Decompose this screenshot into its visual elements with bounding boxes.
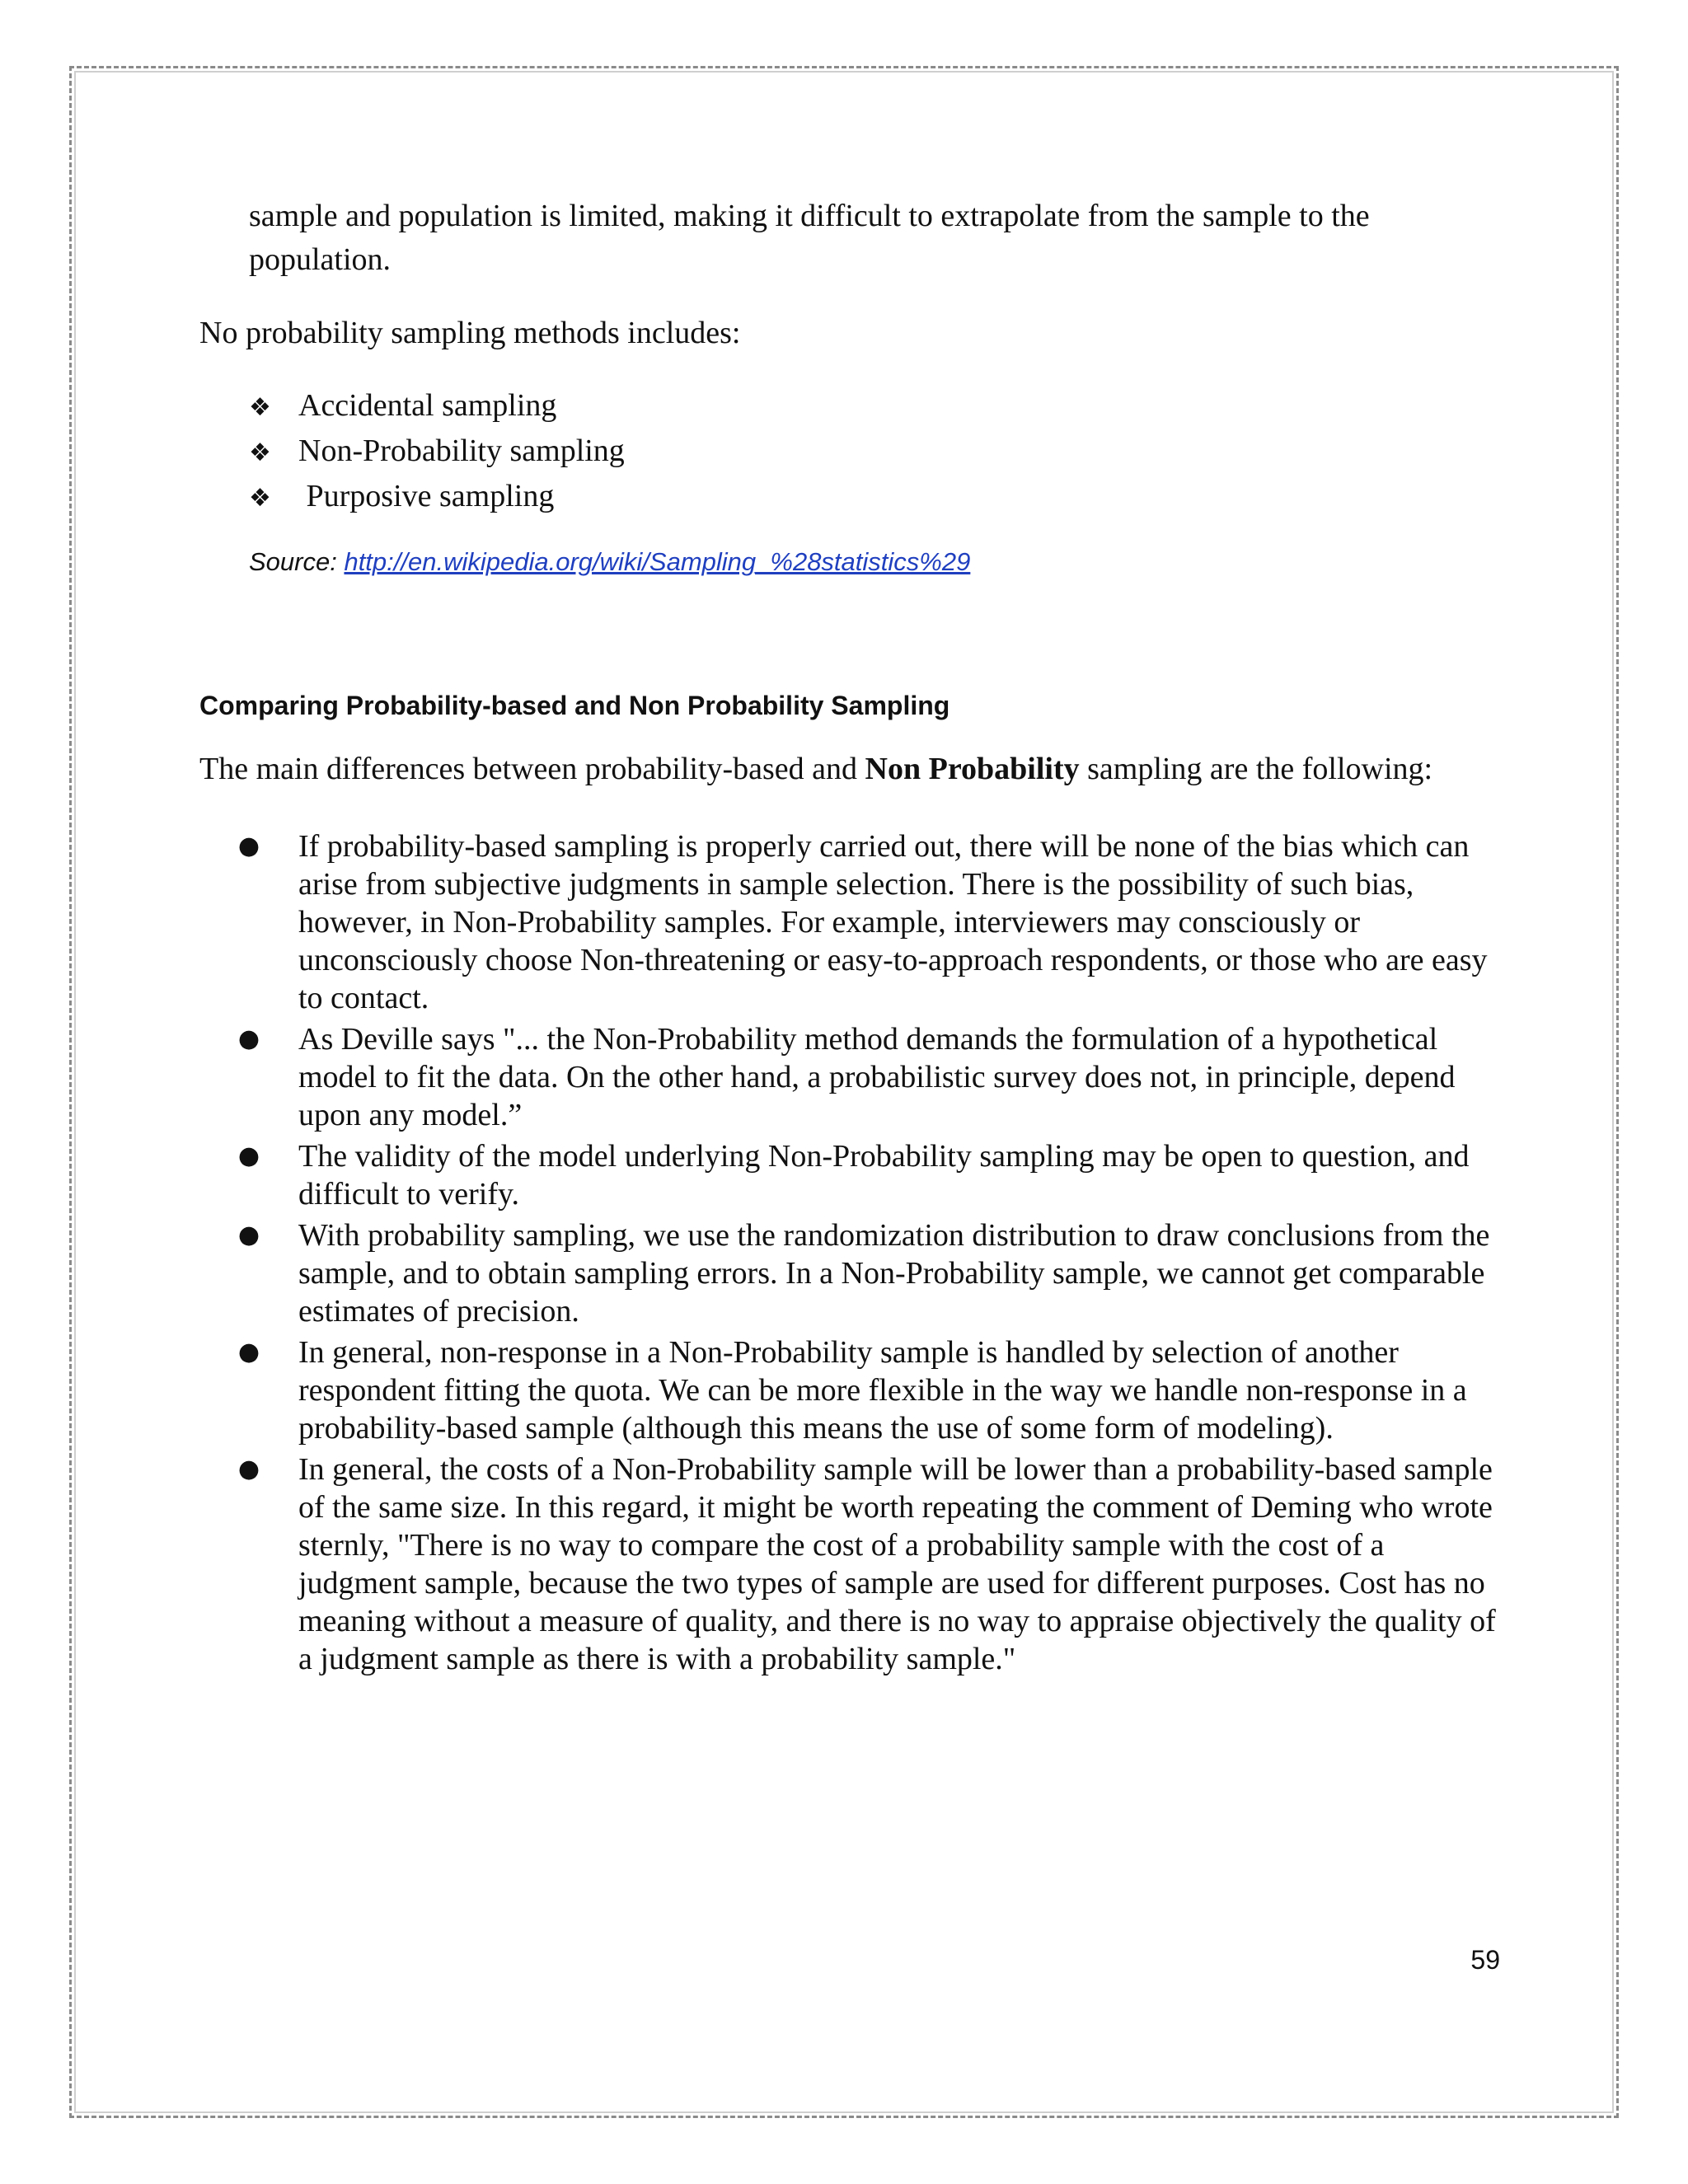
- list-item: [249, 384, 625, 429]
- methods-intro: No probability sampling methods includes:: [199, 316, 741, 350]
- list-item: [199, 1333, 1502, 1447]
- source-link[interactable]: http://en.wikipedia.org/wiki/Sampling_%28statistics%29: [344, 547, 971, 576]
- difference-text: With probability sampling, we use the randomization distribution to draw conclusions from the sample, and to obtain sampling errors. In a Non-Probability sample, we cannot get comparable estimates of precision.: [298, 1218, 1490, 1329]
- intro-text-before: The main differences between probability-based and: [199, 752, 865, 786]
- differences-intro: [199, 750, 1485, 788]
- page-number: 59: [1470, 1945, 1500, 1975]
- round-bullet-icon: ●: [237, 1338, 260, 1366]
- source-citation: [249, 544, 970, 580]
- difference-text: The validity of the model underlying Non-Probability sampling may be open to question, and difficult to verify.: [298, 1139, 1470, 1212]
- differences-list: [199, 827, 1502, 1681]
- difference-text: In general, non-response in a Non-Probability sample is handled by selection of another respondent fitting the quota. We can be more flexible in the way we handle non-response in a probability-based sample (although this means the use of some form of modeling).: [298, 1335, 1467, 1446]
- source-label: Source:: [249, 547, 345, 576]
- methods-list: [249, 384, 625, 520]
- section-heading: Comparing Probability-based and Non Probability Sampling: [199, 691, 950, 720]
- diamond-bullet-icon: ❖: [249, 438, 271, 467]
- list-item: [249, 475, 625, 520]
- round-bullet-icon: ●: [237, 1141, 260, 1170]
- intro-text-bold: Non Probability: [865, 752, 1080, 786]
- intro-text-after: sampling are the following:: [1079, 752, 1433, 786]
- round-bullet-icon: ●: [237, 832, 260, 860]
- method-label: Accidental sampling: [298, 388, 557, 423]
- round-bullet-icon: ●: [237, 1221, 260, 1249]
- round-bullet-icon: ●: [237, 1024, 260, 1053]
- method-label: Purposive sampling: [298, 479, 555, 513]
- continuation-paragraph: sample and population is limited, making it difficult to extrapolate from the sample to the population.: [249, 199, 1370, 277]
- difference-text: If probability-based sampling is properly carried out, there will be none of the bias which can arise from subjective judgments in sample selection. There is the possibility of such bias, however, in Non-Probability samples. For example, interviewers may consciously or unconsciously choose Non-threatening or easy-to-approach respondents, or those who are easy to contact.: [298, 829, 1488, 1015]
- list-item: [199, 1137, 1502, 1213]
- round-bullet-icon: ●: [237, 1455, 260, 1483]
- difference-text: As Deville says "... the Non-Probability method demands the formulation of a hypothetical model to fit the data. On the other hand, a probabilistic survey does not, in principle, depend upon any model.”: [298, 1022, 1456, 1132]
- list-item: [199, 1216, 1502, 1330]
- list-item: [249, 429, 625, 475]
- diamond-bullet-icon: ❖: [249, 393, 271, 422]
- difference-text: In general, the costs of a Non-Probability sample will be lower than a probability-based sample of the same size. In this regard, it might be worth repeating the comment of Deming who wrote sternly, "There is no way to compare the cost of a probability sample with the cost of a judgment sample, because the two types of sample are used for different purposes. Cost has no meaning without a measure of quality, and there is no way to appraise objectively the quality of a judgment sample as there is with a probability sample.": [298, 1452, 1496, 1676]
- list-item: [199, 1451, 1502, 1678]
- list-item: [199, 827, 1502, 1017]
- list-item: [199, 1020, 1502, 1134]
- method-label: Non-Probability sampling: [298, 434, 625, 468]
- diamond-bullet-icon: ❖: [249, 484, 271, 513]
